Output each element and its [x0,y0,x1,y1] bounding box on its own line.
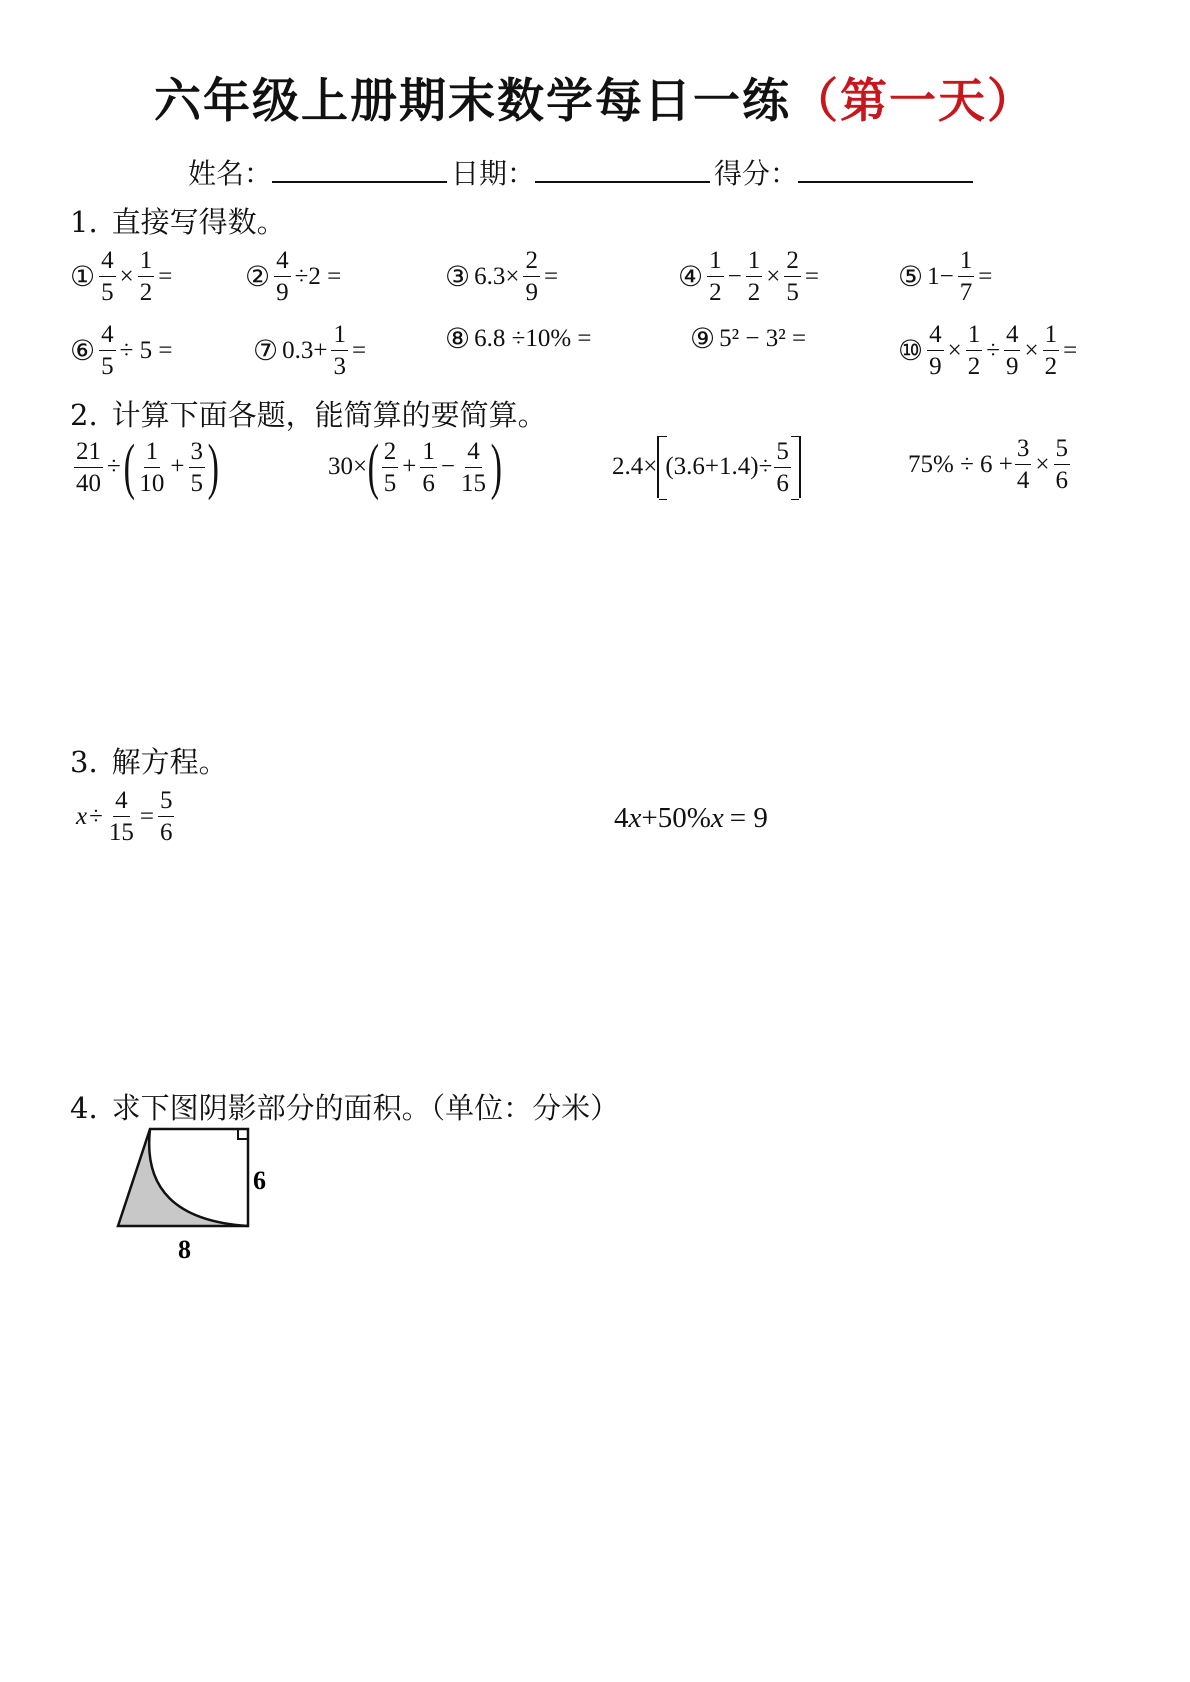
item-index: ⑦ [253,335,279,367]
q2-title: 计算下面各题，能简算的要简算。 [111,398,547,432]
q3-title: 解方程。 [111,745,228,779]
q2-expression-2: 30× ( $\frac{2}{5}$ + $\frac{1}{6}$ − $\frac{4}{15}$ ) [328,433,502,501]
q1-item-9 [690,322,808,356]
title-highlight: （第一天） [791,74,1036,129]
name-label: 姓名： [188,157,273,190]
operator-text: ÷ 5 = [119,336,173,364]
fraction: $\frac{1}{6}$ [422,437,435,497]
operator-text: × [766,262,781,290]
right-angle-mark [238,1129,248,1139]
fraction: $\frac{1}{2}$ [747,247,761,306]
item-index: ② [245,261,271,293]
right-paren: ) [490,433,502,501]
q4-heading [70,1086,619,1127]
title-main: 六年级上册期末数学每日一练 [154,74,791,129]
operator-text: = [804,262,819,290]
q1-item-2 [245,248,343,305]
operator-text: = [1063,336,1078,364]
q1-title: 直接写得数。 [111,205,286,239]
fraction: $\frac{21}{40}$ [76,437,101,497]
operator-text: ÷2 = [294,262,342,290]
fraction: $\frac{2}{9}$ [525,247,538,306]
q3-number: 3. [70,745,98,779]
height-label: 6 [253,1166,266,1195]
item-index: ③ [445,261,471,293]
date-label: 日期： [451,157,536,190]
q1-heading [70,200,286,241]
fraction: $\frac{5}{6}$ [776,437,789,497]
name-blank[interactable] [272,159,447,183]
fraction: $\frac{5}{6}$ [159,787,173,846]
q2-number: 2. [70,398,98,432]
score-label: 得分： [714,157,799,190]
q2-heading [70,393,547,434]
operator-text: 6.8 ÷10% = [474,325,592,352]
q3-equation-2: 4 x +50% x = 9 [614,802,768,834]
square-brackets: (3.6+1.4)÷ $\frac{5}{6}$ [657,436,800,498]
operator-text: = [158,262,173,290]
item-index: ⑤ [898,261,924,293]
student-info-line [188,152,977,192]
item-index: ⑧ [445,324,471,355]
fraction: $\frac{1}{2}$ [139,247,153,306]
q2-expression-1: $\frac{21}{40}$ ÷ ( $\frac{1}{10}$ + $\frac{3}{5}$ ) [76,433,220,501]
q4-number: 4. [70,1091,98,1125]
right-paren: ) [207,433,220,501]
fraction: $\frac{1}{2}$ [967,321,981,380]
item-index: ⑩ [898,335,924,367]
fraction: $\frac{2}{5}$ [786,247,799,306]
q3-equation-1: x ÷ $\frac{4}{15}$ = $\frac{5}{6}$ [76,787,173,846]
operator-text: 1− [927,262,954,290]
fraction: $\frac{4}{9}$ [1005,321,1019,380]
left-paren: ( [367,433,380,501]
operator-text: 0.3+ [282,336,328,364]
shaded-area-figure [110,1124,280,1264]
q4-title: 求下图阴影部分的面积。（单位：分米） [111,1091,620,1125]
fraction: $\frac{3}{5}$ [190,437,203,497]
operator-text: 5² − 3² = [719,325,807,352]
q2-expression-3: 2.4× (3.6+1.4)÷ $\frac{5}{6}$ [612,436,801,498]
q1-item-4 [678,248,821,305]
fraction: $\frac{4}{5}$ [101,321,114,380]
q1-item-6 [70,322,174,379]
q1-item-1 [70,248,174,305]
date-blank[interactable] [535,159,710,183]
q1-item-10 [898,322,1079,379]
q2-expression-4: 75% ÷ 6 + $\frac{3}{4}$ × $\frac{5}{6}$ [908,435,1069,494]
q1-item-3 [445,248,560,305]
score-blank[interactable] [798,159,973,183]
fraction: $\frac{4}{15}$ [108,787,134,846]
operator-text: × [947,336,962,364]
base-label: 8 [178,1235,191,1264]
fraction: $\frac{1}{2}$ [709,247,722,306]
item-index: ⑨ [690,324,716,355]
fraction: $\frac{4}{15}$ [460,437,486,497]
q1-item-8 [445,322,594,356]
shaded-region [118,1129,248,1226]
q1-item-7 [253,322,368,379]
fraction: $\frac{4}{5}$ [101,247,114,306]
fraction: $\frac{2}{5}$ [383,437,397,497]
operator-text: = [978,262,993,290]
fraction: $\frac{1}{2}$ [1044,321,1058,380]
page-title [0,64,1190,131]
left-paren: ( [123,433,135,501]
fraction: $\frac{5}{6}$ [1055,435,1069,494]
operator-text: = [543,262,559,290]
q1-item-5 [898,248,994,305]
fraction: $\frac{3}{4}$ [1016,435,1030,494]
fraction: $\frac{4}{9}$ [276,247,289,306]
item-index: ① [70,261,96,293]
operator-text: × [1024,336,1039,364]
operator-text: × [119,262,134,290]
fraction: $\frac{1}{3}$ [333,321,346,380]
operator-text: 6.3× [474,262,520,290]
operator-text: − [727,262,742,290]
fraction: $\frac{1}{10}$ [139,437,165,497]
fraction: $\frac{1}{7}$ [959,247,973,306]
q3-heading [70,740,228,781]
q1-number: 1. [70,205,98,239]
operator-text: = [351,336,367,364]
operator-text: ÷ [986,336,1000,364]
fraction: $\frac{4}{9}$ [929,321,942,380]
item-index: ④ [678,261,704,293]
item-index: ⑥ [70,335,96,367]
